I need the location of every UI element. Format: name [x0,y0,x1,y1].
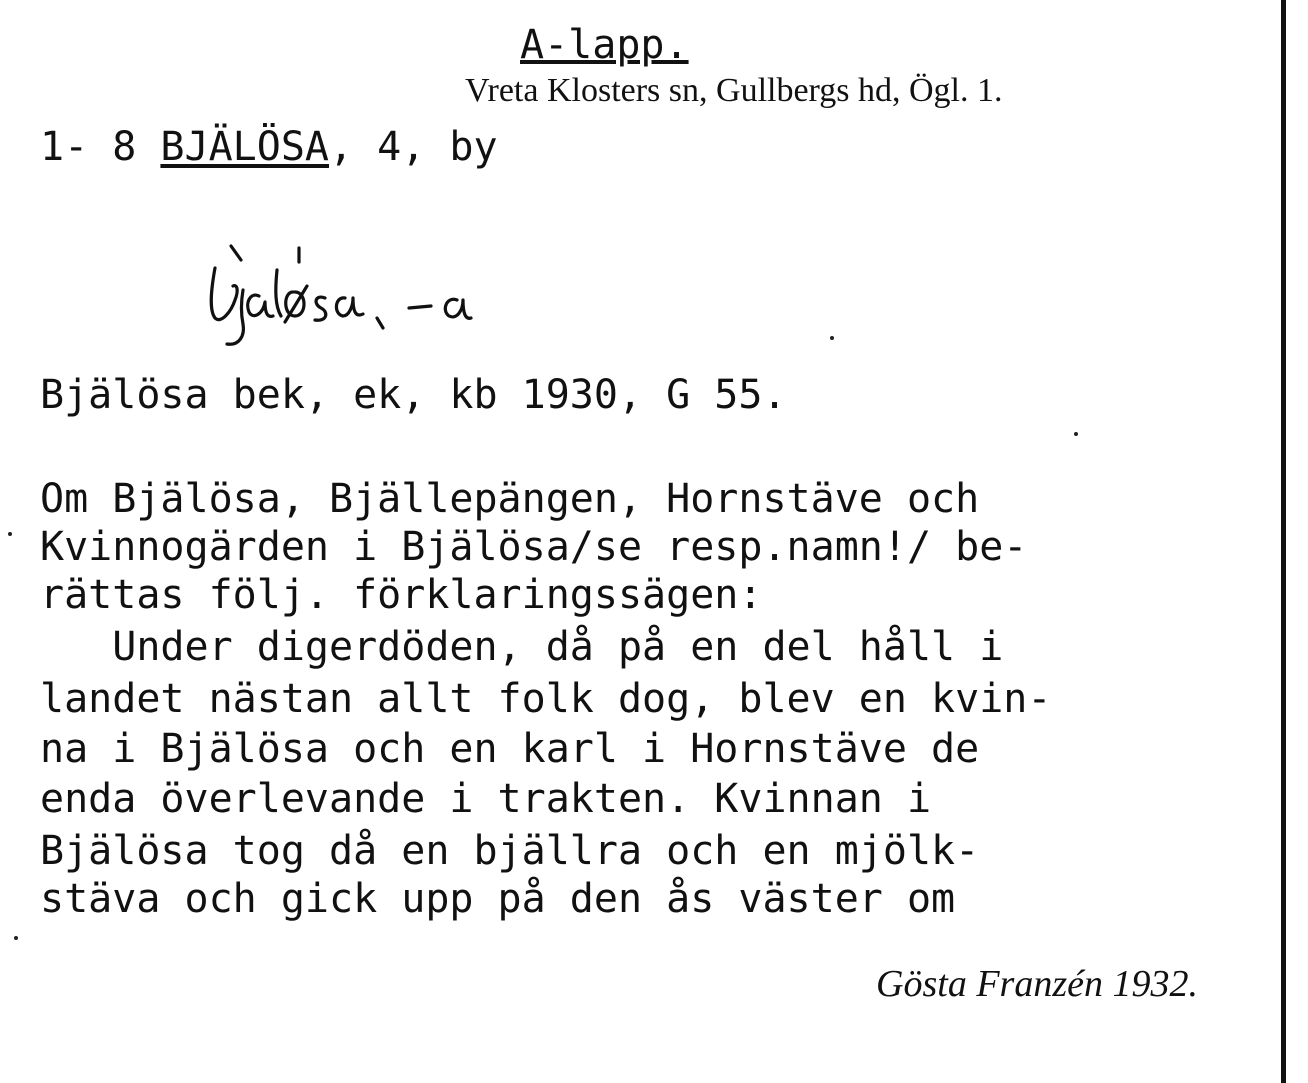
card-edge [1281,0,1286,1083]
scan-speck [14,936,18,940]
body-line: Kvinnogärden i Bjälösa/se resp.namn!/ be- [40,524,1028,570]
entry-name: BJÄLÖSA [160,124,329,170]
body-line: na i Bjälösa och en karl i Hornstäve de [40,726,980,772]
body-line: Under digerdöden, då på en del håll i [40,624,1004,670]
scan-speck [8,532,12,536]
scan-speck [830,336,834,340]
body-line: stäva och gick upp på den ås väster om [40,876,956,922]
entry-number: 1- 8 [40,124,161,170]
body-line: Om Bjälösa, Bjälleрängen, Hornstäve och [40,476,980,522]
entry-line [40,124,498,170]
signature: Gösta Franzén 1932. [876,963,1198,1005]
source-line: Bjälösa bek, ek, kb 1930, G 55. [40,372,787,418]
parish-line: Vreta Klosters sn, Gullbergs hd, Ögl. 1. [465,72,1003,109]
card-heading: A-lapp. [520,22,689,68]
body-line: Bjälösa tog då en bjällra och en mjölk- [40,828,980,874]
handwritten-pronunciation [195,240,575,350]
body-line: enda överlevande i trakten. Kvinnan i [40,776,932,822]
entry-rest: , 4, by [329,124,498,170]
body-line: rättas följ. förklaringssägen: [40,572,763,618]
scan-speck [1074,432,1078,436]
body-line: landet nästan allt folk dog, blev en kvin- [40,676,1052,722]
